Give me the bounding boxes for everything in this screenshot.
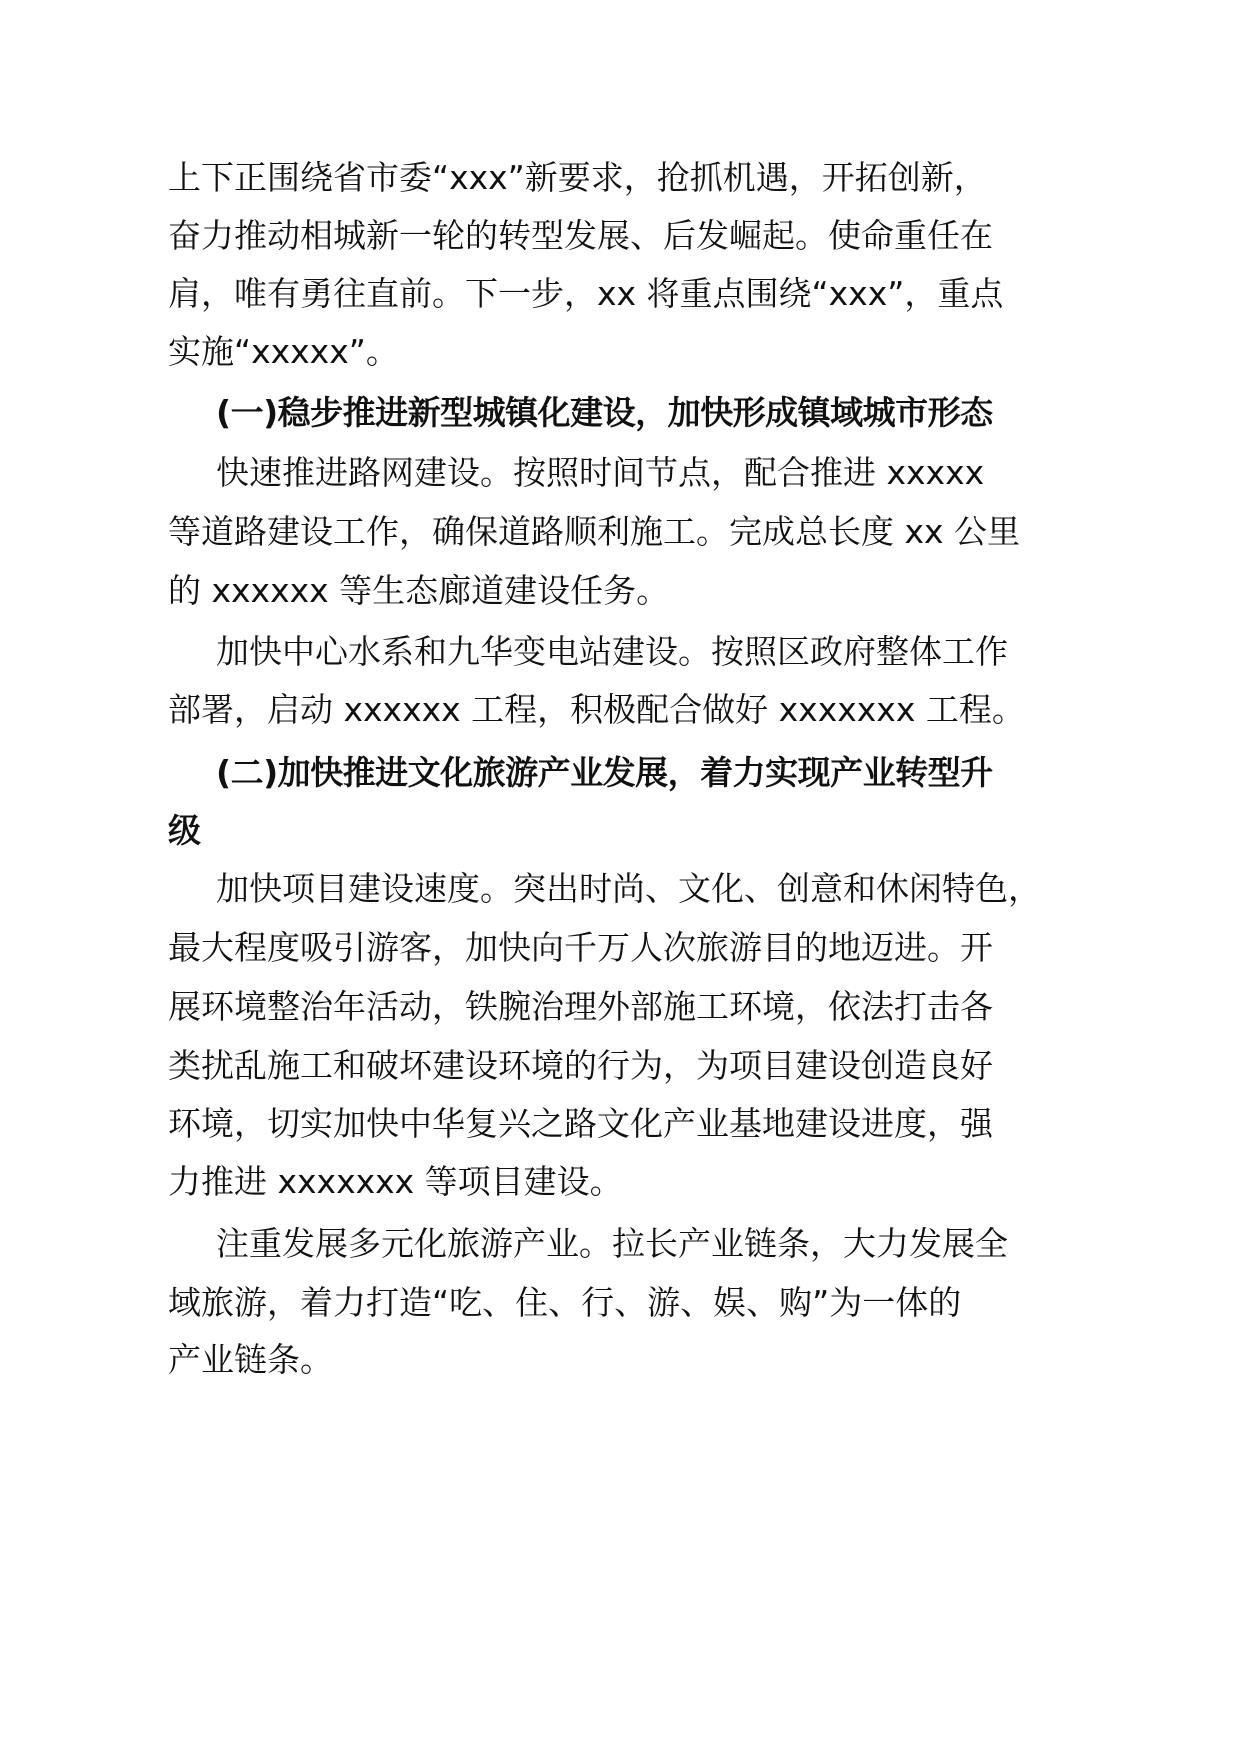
section-heading: (二)加快推进文化旅游产业发展，着力实现产业转型升 — [216, 753, 993, 792]
paragraph-line: 等道路建设工作，确保道路顺利施工。完成总长度 xx 公里 — [168, 512, 1021, 551]
paragraph-line: 力推进 xxxxxxx 等项目建设。 — [168, 1162, 623, 1201]
paragraph-line: 注重发展多元化旅游产业。拉长产业链条，大力发展全 — [216, 1224, 1008, 1263]
paragraph-line: 产业链条。 — [168, 1340, 333, 1379]
paragraph-line: 加快中心水系和九华变电站建设。按照区政府整体工作 — [216, 632, 1008, 671]
paragraph-line: 类扰乱施工和破坏建设环境的行为，为项目建设创造良好 — [168, 1046, 993, 1085]
paragraph-line: 展环境整治年活动，铁腕治理外部施工环境，依法打击各 — [168, 987, 993, 1026]
paragraph-line: 的 xxxxxx 等生态廊道建设任务。 — [168, 571, 670, 610]
intro-line: 肩，唯有勇往直前。下一步，xx 将重点围绕“xxx”，重点 — [168, 274, 1004, 313]
paragraph-line: 加快项目建设速度。突出时尚、文化、创意和休闲特色， — [216, 869, 1041, 908]
section-heading: 级 — [168, 811, 201, 850]
intro-line: 实施“xxxxx”。 — [168, 332, 399, 371]
intro-line: 上下正围绕省市委“xxx”新要求，抢抓机遇，开拓创新， — [168, 158, 987, 197]
paragraph-line: 最大程度吸引游客，加快向千万人次旅游目的地迈进。开 — [168, 928, 993, 967]
paragraph-line: 域旅游，着力打造“吃、住、行、游、娱、购”为一体的 — [168, 1283, 962, 1322]
paragraph-line: 部署，启动 xxxxxx 工程，积极配合做好 xxxxxxx 工程。 — [168, 690, 1025, 729]
section-heading: (一)稳步推进新型城镇化建设，加快形成镇域城市形态 — [216, 393, 993, 432]
paragraph-line: 环境，切实加快中华复兴之路文化产业基地建设进度，强 — [168, 1104, 993, 1143]
intro-line: 奋力推动相城新一轮的转型发展、后发崛起。使命重任在 — [168, 216, 993, 255]
paragraph-line: 快速推进路网建设。按照时间节点，配合推进 xxxxx — [216, 453, 985, 492]
